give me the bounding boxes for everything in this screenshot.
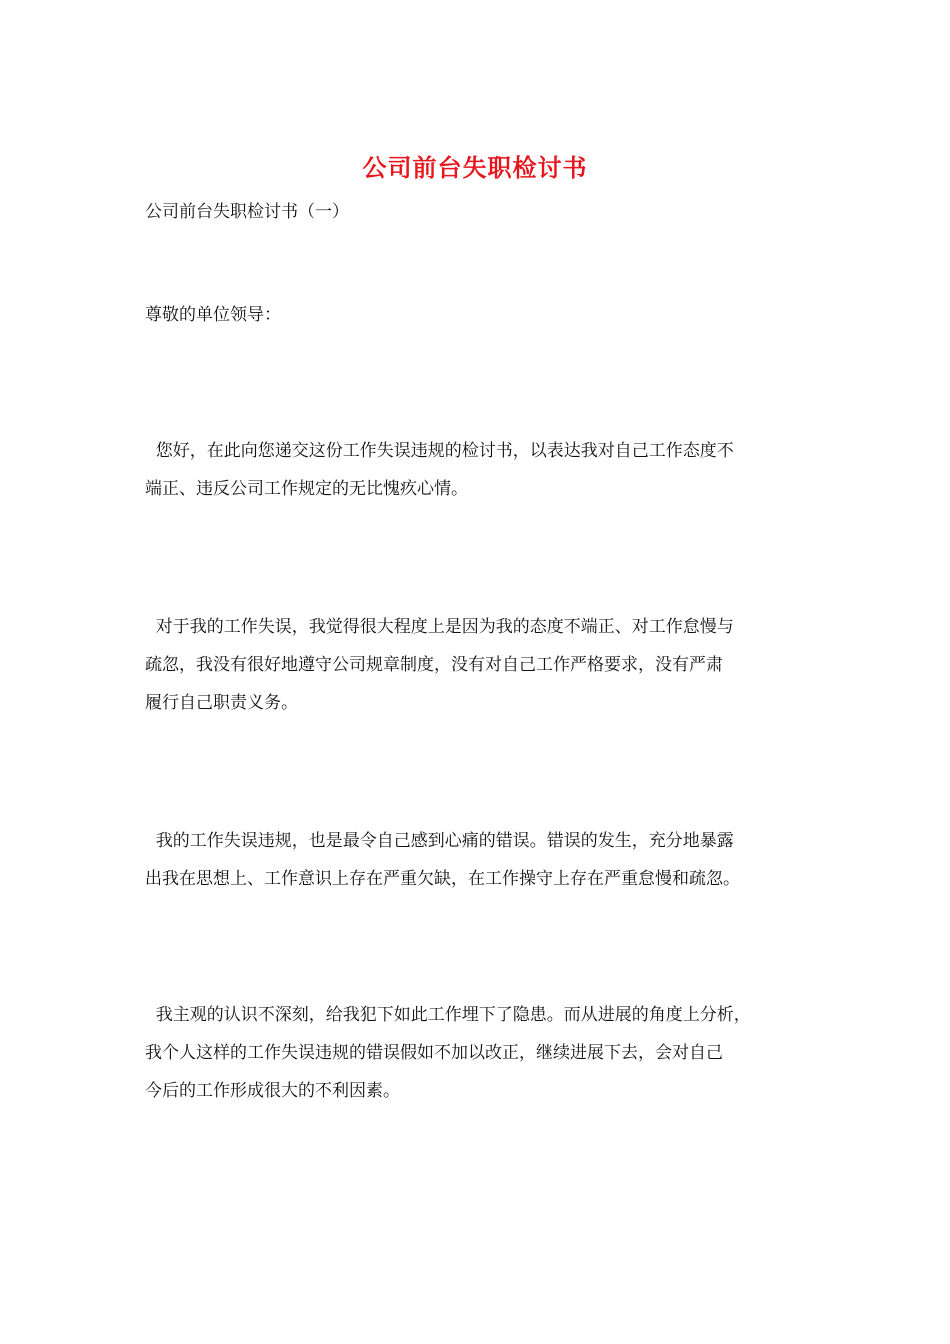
paragraph-1 bbox=[145, 432, 825, 508]
paragraph-line: 疏忽，我没有很好地遵守公司规章制度，没有对自己工作严格要求，没有严肃 bbox=[145, 655, 723, 675]
paragraph-line: 对于我的工作失误，我觉得很大程度上是因为我的态度不端正、对工作怠慢与 bbox=[145, 617, 734, 637]
paragraph-line: 出我在思想上、工作意识上存在严重欠缺，在工作操守上存在严重怠慢和疏忽。 bbox=[145, 869, 740, 889]
paragraph-line: 我的工作失误违规，也是最令自己感到心痛的错误。错误的发生，充分地暴露 bbox=[145, 831, 734, 851]
paragraph-line: 我主观的认识不深刻，给我犯下如此工作埋下了隐患。而从进展的角度上分析， bbox=[145, 1005, 751, 1025]
paragraph-4 bbox=[145, 996, 825, 1110]
document-subtitle: 公司前台失职检讨书（一） bbox=[145, 202, 349, 222]
paragraph-line: 履行自己职责义务。 bbox=[145, 693, 298, 713]
paragraph-line: 我个人这样的工作失误违规的错误假如不加以改正，继续进展下去，会对自己 bbox=[145, 1043, 723, 1063]
paragraph-line: 您好，在此向您递交这份工作失误违规的检讨书，以表达我对自己工作态度不 bbox=[145, 441, 734, 461]
document-title: 公司前台失职检讨书 bbox=[362, 153, 588, 182]
paragraph-2 bbox=[145, 608, 825, 722]
paragraph-line: 今后的工作形成很大的不利因素。 bbox=[145, 1081, 400, 1101]
greeting-line: 尊敬的单位领导： bbox=[145, 305, 281, 325]
paragraph-3 bbox=[145, 822, 825, 898]
paragraph-line: 端正、违反公司工作规定的无比愧疚心情。 bbox=[145, 479, 468, 499]
